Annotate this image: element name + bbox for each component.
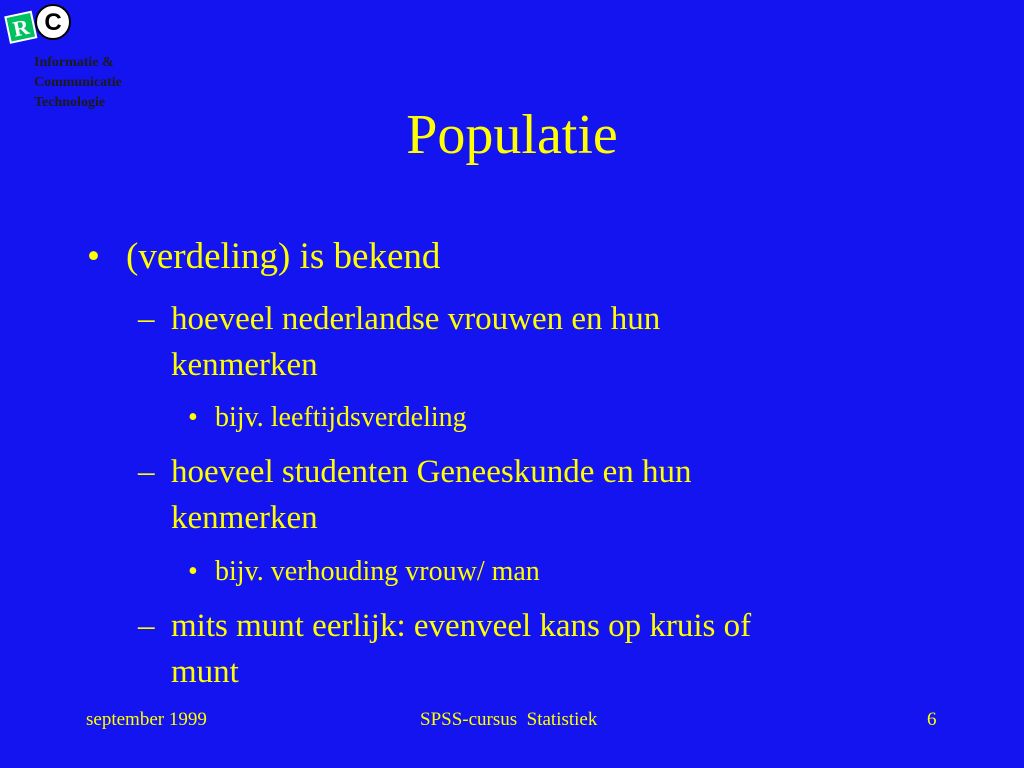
sub-bullet-text: bijv. verhouding vrouw/ man [215, 556, 540, 587]
logo-caption-line: Technologie [34, 95, 106, 110]
sub-bullet-text: bijv. leeftijdsverdeling [215, 402, 467, 433]
bullet-marker: • [87, 236, 100, 277]
logo-letter-c: C [44, 9, 62, 36]
logo-letter-r: R [10, 13, 32, 42]
logo-caption-line: Informatie & [34, 55, 114, 70]
rc-logo [2, 2, 74, 48]
footer-course: SPSS-cursus Statistiek [420, 709, 598, 730]
dash-text-line: hoeveel nederlandse vrouwen en hun [171, 301, 661, 337]
dash-marker: – [138, 301, 155, 337]
dash-text-line: mits munt eerlijk: evenveel kans op kruis of [171, 608, 752, 644]
sub-bullet-marker: • [188, 556, 198, 587]
dash-text-line: hoeveel studenten Geneeskunde en hun [171, 454, 692, 490]
footer-page-number: 6 [927, 709, 937, 730]
dash-marker: – [138, 608, 155, 644]
dash-text-line: kenmerken [171, 500, 318, 536]
slide-title: Populatie [406, 104, 618, 166]
dash-marker: – [138, 454, 155, 490]
dash-text-line: kenmerken [171, 347, 318, 383]
sub-bullet-marker: • [188, 402, 198, 433]
dash-text-line: munt [171, 654, 239, 690]
footer-date: september 1999 [86, 709, 207, 730]
bullet-text: (verdeling) is bekend [126, 236, 441, 277]
logo-caption-line: Communicatie [34, 75, 122, 90]
